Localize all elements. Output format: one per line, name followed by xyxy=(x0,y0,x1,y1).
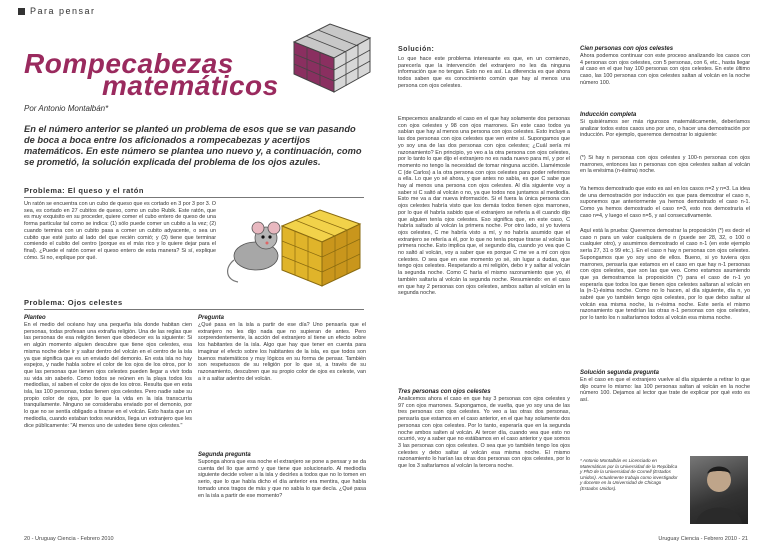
solution-p1: Lo que hace este problema interesante es que, en un comienzo, parecería que la intervención del extranjero no les da ninguna información que no tengan. Esto no es así. La diferencia es que ahora todos saben que es conocimiento común que hay al menos una persona con ojos celestes. xyxy=(398,56,570,89)
title-line-1: Rompecabezas xyxy=(24,48,234,79)
solution-heading: Solución: xyxy=(398,46,435,53)
section-label: Para pensar xyxy=(30,6,96,16)
segunda-solucion-title: Solución segunda pregunta xyxy=(580,370,660,376)
intro-paragraph: En el número anterior se planteó un problema de esos que se van pasando de boca a boca entre los aficionados a rompecabezas y acertijos matemáticos. En este número se plantea uno nuevo y, a continuación, como se prometió, la solución explicada del problema de los ojos azules. xyxy=(24,124,362,167)
author-note: * Antonio Montalbán es Licenciado en Matemáticas por la Universidad de la República y PhD de la Universidad de Cornell (Estados Unidos). Actualmente trabaja como investigador y docente en la Universidad de Chicago (Estados Unidos). xyxy=(580,458,678,491)
segunda-pregunta-title: Segunda pregunta xyxy=(198,452,251,458)
tres-title: Tres personas con ojos celestes xyxy=(398,389,491,395)
puzzle-cube-illustration xyxy=(286,16,378,96)
segunda-pregunta-text: Suponga ahora que esa noche el extranjero se pone a pensar y se da cuenta del lío que armó y que tiene que solucionarlo. Al mediodía siguiente decide volver a la isla y decirles a todos que no lo tomen en serio, que lo que había dicho el día anterior era mentira, que había tomado unos tragos de más y que no sabía lo que decía. ¿Qué pasa en la isla a partir de ese momento? xyxy=(198,459,366,499)
section-tag xyxy=(18,6,96,16)
planteo-text: En el medio del océano hay una pequeña isla donde habitan cien personas, todas profesan una extraña religión. Una de las reglas que las personas de esa religión tienen que obedecer es la siguiente: Si en algún momento alguien descubre que tiene ojos celestes, esa misma noche debe ir y saltar dentro del volcán en el centro de la isla ya que significa que es un enviado del demonio. En esta isla no hay espejos, y nadie habla sobre el color de los ojos de los otros, por lo que las personas que tienen ojos celestes pueden llegar a vivir toda su vida sin saberlo. Como todos se reúnen en la playa todos los mediodías, sí saben el color de ojos de los otros. Resulta que en esta isla, las 100 personas, todas tienen ojos celestes. Pero nadie sabe su propio color de ojos, por lo que la vida en la isla transcurría tranquilamente. Ninguno se consideraba enviado por el demonio, por lo que no se sentía obligado a tirarse en el volcán. Esto hasta que un mediodía, cuando estaban todos reunidos, llega un extranjero que les dice públicamente: "Al menos uno de ustedes tiene ojos celestes." xyxy=(24,322,192,429)
author: Por Antonio Montalbán* xyxy=(24,104,109,113)
planteo-title: Planteo xyxy=(24,315,46,321)
footer-left: 20 - Uruguay Ciencia - Febrero 2010 xyxy=(24,536,114,542)
prueba-text: Aquí está la prueba: Queremos demostrar la proposición (*) es decir el caso n para un valor cualquiera de n (puede ser 28, 32, o 100 o cualquier otro), y asumimos demostrado el caso n-1 (en este ejemplo sería 27, 31 o 99 etc.). En el caso n hay n personas con ojos celestes. Supongamos que yo soy uno de ellos. Bueno, si yo tuviera ojos marrones, pensaría que estamos en el caso en que hay n-1 personas con ojos celestes, que son las que veo. Como estamos asumiendo que ya demostramos la proposición (*) para el caso de n-1 yo esperaría que todos los que tienen ojos celestes saltaran al volcán en la (n-1)-ésima noche. Como no lo hacen, al día siguiente, día n, yo sabré que yo también tengo ojos celestes, por lo que debo saltar al volcán esa misma noche, la n-ésima noche. Este sería el mismo razonamiento que tendrían las otras n-1 personas con ojos celestes, por lo tanto los n saltaríamos todos al volcán esa misma noche. xyxy=(580,228,750,322)
author-photo xyxy=(690,456,748,524)
cien-text: Ahora podemos continuar con este proceso analizando los casos con 4 personas con ojos celestes, con 5 personas, con 6, etc., hasta llegar al caso en el que hay 100 personas con ojos celestes. En este último caso, las 100 personas con ojos celestes saltan al volcán en la noche número 100. xyxy=(580,53,750,86)
claim-text: (*) Si hay n personas con ojos celestes y 100-n personas con ojos marrones, entonces las n personas con ojos celestes saltan al volcán en la enésima (n-ésima) noche. xyxy=(580,155,750,175)
mouse-cheese-illustration xyxy=(222,198,366,290)
problem2-heading: Problema: Ojos celestes xyxy=(24,298,123,307)
pregunta-text: ¿Qué pasa en la isla a partir de ese día? Uno pensaría que el extranjero no les dijo nada que no supieran de antes. Pero sorprendentemente, la acción del extranjero sí tiene un efecto sobre los habitantes de la isla. Algo que hay que tener en cuenta para imaginar el efecto sobre los habitantes de la isla, es que todos son buenos matemáticos y muy lógicos en su forma de pensar. También son respetuosos de su religión por lo que si, a través de su razonamiento, descubren que su propio color de ojos es celeste, van a ir a saltar adentro del volcán. xyxy=(198,322,366,382)
segunda-solucion-text: En el caso en que el extranjero vuelve al día siguiente a retirar lo que dijo ocurre lo mismo: las 100 personas saltan al volcán en la noche número 100. Dejamos al lector que trate de explicar por qué esto es así. xyxy=(580,377,750,404)
cien-title: Cien personas con ojos celestes xyxy=(580,46,674,52)
induccion-title: Inducción completa xyxy=(580,112,637,118)
solution-p2: Empecemos analizando el caso en el que hay solamente dos personas con ojos celestes y 98 con ojos marrones. En este caso todos ya sabían que hay al menos una persona con ojos celestes. Esto incluye a las dos personas con ojos celestes que ven entre sí. Supongamos que yo soy una de las dos personas con ojos celestes; ¿Cuál sería mi razonamiento? En principio, yo veo a la otra persona con ojos celestes, por lo tanto lo que dijo el extranjero no es nada nuevo para mí, y por el momento no tengo la necesidad de tomar ninguna acción. Llamémosle C (de Carlos) a la otra persona con ojos celestes para poder referirnos a ella. Lo que yo sé ahora, y que antes no sabía, es que C sabe que hay al menos una persona con ojos celestes. Al día siguiente voy a saber si C saltó al volcán o no, ya que todos nos juntamos al mediodía. Esto me va a dar nueva información. Si el fuera la única persona con ojos celestes habría visto que los demás todos tienen ojos marrones, por lo que él habría sabido que el extranjero se refería a él cuando dijo que alguien tenía ojos celestes. Eso significa que, en este caso, C habría saltado al volcán la primera noche. Por otro lado, si yo tuviera ojos celestes, C me habría visto a mí, y no habría asumido que el extranjero se refería a él, por lo que no tenía porque tirarse al volcán la primera noche. Esto implica que, el segundo día, cuando yo vea que C no saltó al volcán, voy a saber que es porque C me ve a mí con ojos celestes. O sea que en ese momento yo sé, sin lugar a dudas, que tengo ojos celestes. Respetando a mi religión, debo ir y saltar al volcán la segunda noche. Como C haría el mismo razonamiento que yo, él también saltaría al volcán la segunda noche. Resumiendo: en el caso en que hay 2 personas con ojos celestes, ambos saltan al volcán en la segunda noche. xyxy=(398,116,570,297)
problem1-heading: Problema: El queso y el ratón xyxy=(24,186,144,195)
section-square-icon xyxy=(18,8,25,15)
problem2-rule xyxy=(24,309,364,310)
induccion2-text: Ya hemos demostrado que esto es así en los casos n=2 y n=3. La idea de una demostración por inducción es que para demostrar el caso n, suponemos que anteriormente ya hemos demostrado el caso n-1. Como ya hemos demostrado el caso n=3, esto nos demostraría el caso n=4, y luego el caso n=5, y así consecutivamente. xyxy=(580,186,750,219)
problem1-text: Un ratón se encuentra con un cubo de queso que es cortado en 3 por 3 por 3. O sea, es cortado en 27 cubitos de queso, como un cubo Rubik. Este ratón, que es muy exquisito en su proceder, quiere comer el cubo entero de queso de una forma particular tal como se indica: (1) sólo puede comer un cubito a la vez; (2) cuando termina con un cubito pasa a comer un cubito adyacente, o sea un cubito que esté justo al lado del que recién comió; y (3) tiene que terminar comiendo el cubito del centro (porque es el más rico y lo quiere dejar para el final). ¿Puede el ratón comer el queso entero de esta manera? Si sí, explique cómo. Si no, explique por qué. xyxy=(24,201,216,261)
induccion-text: Si quisiéramos ser más rigurosos matemáticamente, deberíamos analizar todos estos casos uno por uno, o hacer una demostración por inducción. Por ejemplo, queremos demostrar lo siguiente: xyxy=(580,119,750,139)
author-silhouette-icon xyxy=(690,456,748,524)
tres-text: Analicemos ahora el caso en que hay 3 personas con ojos celestes y 97 con ojos marrones. Supongamos, de vuelta, que yo soy una de las tres personas con ojos celestes. Yo veo a las otras dos personas, pensaría que estamos en el caso anterior, en el que hay solamente dos personas con ojos celestes. Por lo tanto, esperaría que en la segunda noche ambos salten al volcán. Al tercer día, cuando vea que esto no ocurrió, voy a saber que no estábamos en el caso anterior y que somos 3 las personas con ojos celestes. O sea que yo también tengo los ojos celestes y debo saltar al volcán esa misma noche. El mismo razonamiento lo harían las otras dos personas con ojos celestes, por lo que los 3 saltaríamos al volcán la tercera noche. xyxy=(398,396,570,470)
footer-right: Uruguay Ciencia - Febrero 2010 - 21 xyxy=(658,536,748,542)
title-line-2: matemáticos xyxy=(102,70,279,101)
pregunta-title: Pregunta xyxy=(198,315,225,321)
